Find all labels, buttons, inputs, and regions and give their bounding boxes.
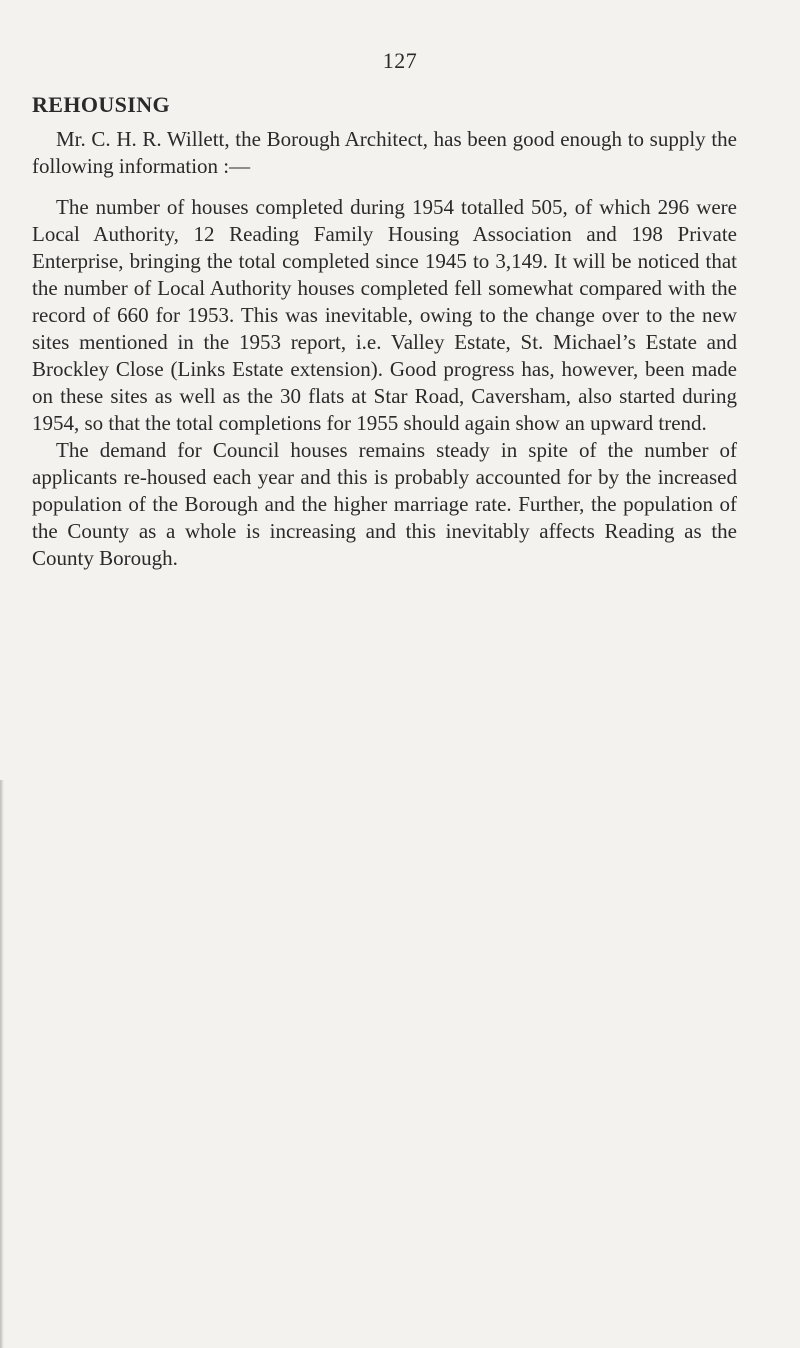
paragraph-demand: The demand for Council houses remains steady in spite of the number of applicants re-housed each year and this is probably accounted for by the increased population of the Borough and the higher marriage rate. Further, the population of the County as a whole is increasing and this inevitably affects Reading as the County Borough. [32,438,737,570]
scan-edge-shadow [0,780,4,1348]
paragraph-intro: Mr. C. H. R. Willett, the Borough Architect, has been good enough to supply the following information :— [32,127,737,178]
paragraph-completions: The number of houses completed during 1954 totalled 505, of which 296 were Local Authority, 12 Reading Family Housing Association and 198 Private Enterprise, bringing the total completed since 1945 to 3,149. It will be noticed that the number of Local Authority houses completed fell somewhat compared with the record of 660 for 1953. This was inevitable, owing to the change over to the new sites mentioned in the 1953 report, i.e. Valley Estate, St. Michael’s Estate and Brockley Close (Links Estate extension). Good progress has, however, been made on these sites as well as the 30 flats at Star Road, Caversham, also started during 1954, so that the total completions for 1955 should again show an upward trend. [32,195,737,435]
body-text [32,126,737,572]
section-heading: REHOUSING [32,92,171,117]
page-number: 127 [382,48,418,73]
